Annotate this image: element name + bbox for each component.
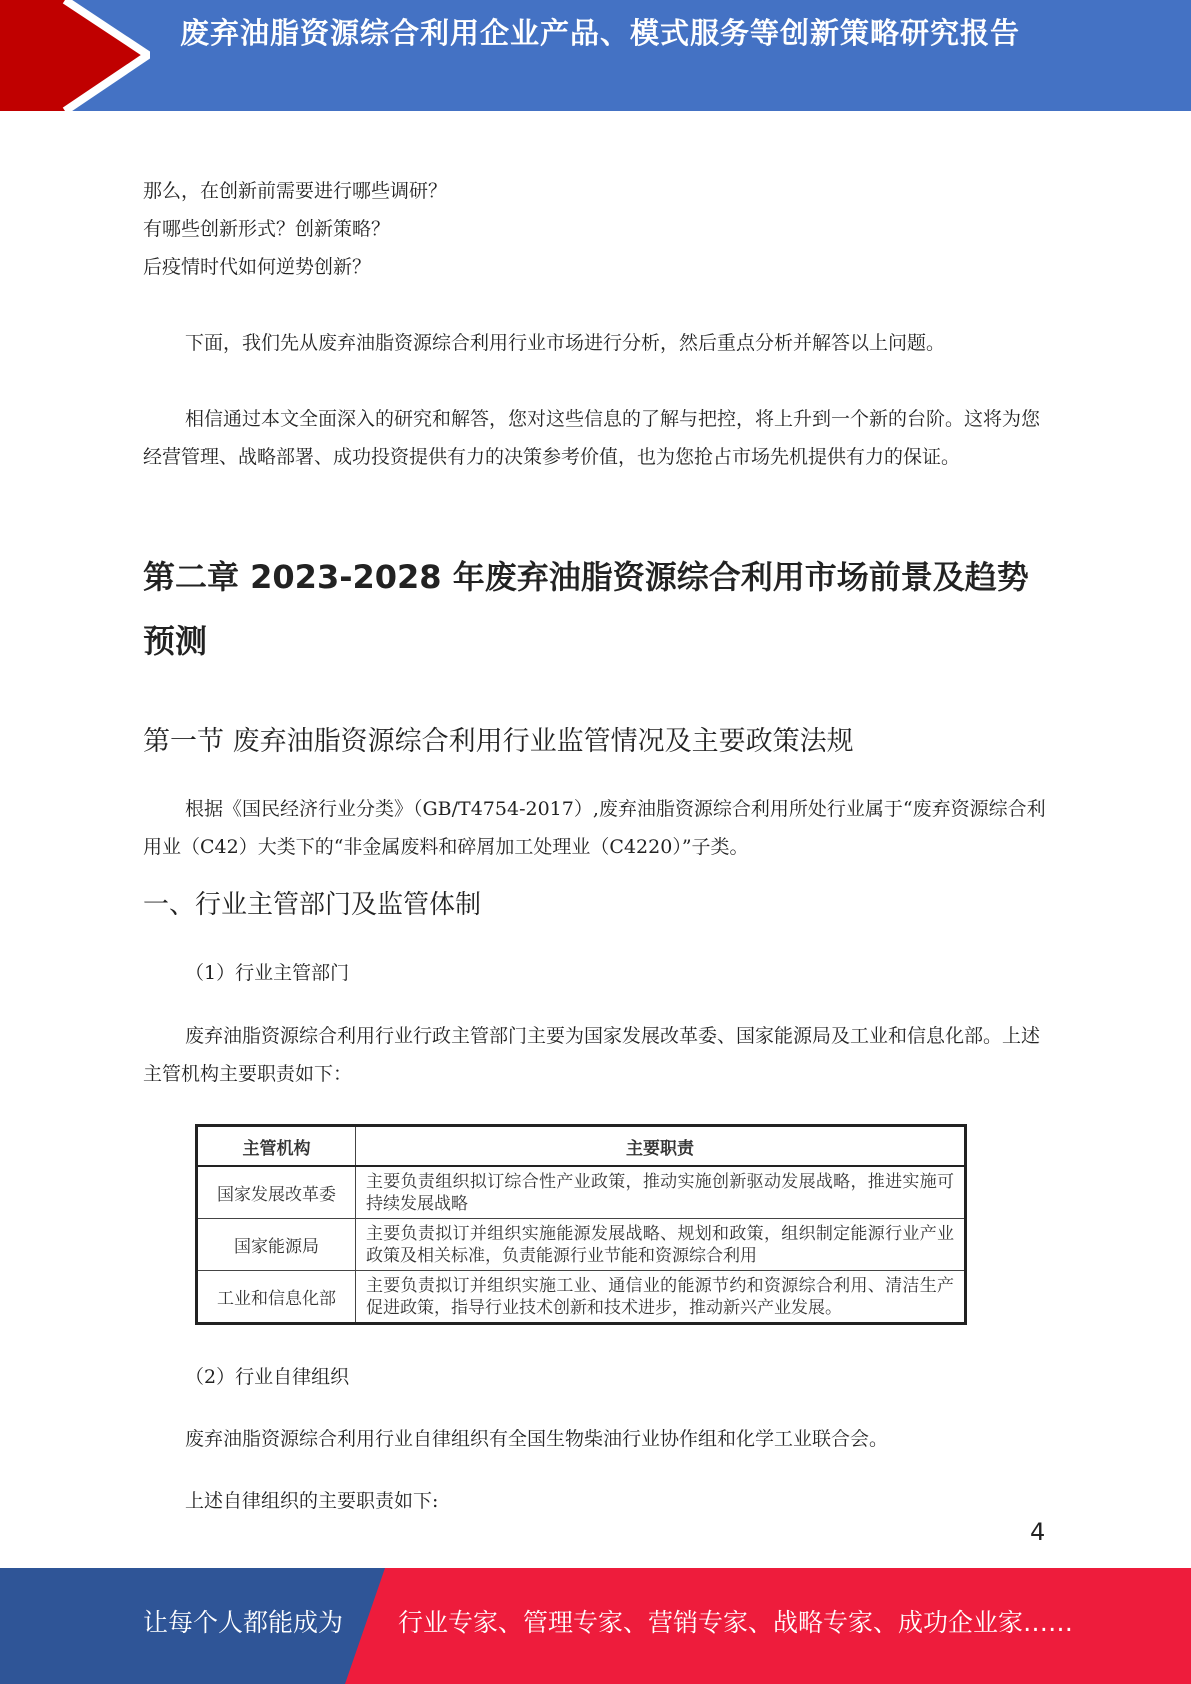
table-header-row: [197, 1126, 966, 1167]
table-cell-org: 工业和信息化部: [197, 1271, 356, 1324]
header-red-arrow-shape: [0, 0, 150, 111]
value-paragraph: 相信通过本文全面深入的研究和解答，您对这些信息的了解与把控，将上升到一个新的台阶。这将为您经营管理、战略部署、成功投资提供有力的决策参考价值，也为您抢占市场先机提供有力的保证。: [143, 408, 1041, 468]
subsection-heading: 一、行业主管部门及监管体制: [143, 890, 482, 920]
classification-paragraph: 根据《国民经济行业分类》（GB/T4754-2017）,废弃油脂资源综合利用所处行业属于“废弃资源综合利用业（C42）大类下的“非金属废料和碎屑加工处理业（C4220）”子类。: [143, 798, 1046, 858]
table-header-duty: 主要职责: [356, 1126, 966, 1167]
table-cell-org: 国家能源局: [197, 1219, 356, 1271]
table-cell-duty: 主要负责拟订并组织实施工业、通信业的能源节约和资源综合利用、清洁生产促进政策，指导行业技术创新和技术进步，推动新兴产业发展。: [356, 1271, 966, 1324]
intro-paragraph: 下面，我们先从废弃油脂资源综合利用行业市场进行分析，然后重点分析并解答以上问题。: [185, 332, 946, 354]
footer-banner: [0, 1568, 1191, 1684]
question-3: 后疫情时代如何逆势创新？: [143, 256, 372, 278]
table-header-org: 主管机构: [197, 1126, 356, 1167]
chapter-heading: 第二章 2023-2028 年废弃油脂资源综合利用市场前景及趋势预测: [143, 558, 1029, 660]
authorities-table: [195, 1124, 967, 1325]
header-banner: [0, 0, 1191, 111]
question-2: 有哪些创新形式？创新策略？: [143, 218, 391, 240]
item-2-label: （2）行业自律组织: [185, 1366, 350, 1388]
authorities-paragraph: 废弃油脂资源综合利用行业行政主管部门主要为国家发展改革委、国家能源局及工业和信息化部。上述主管机构主要职责如下：: [143, 1025, 1041, 1085]
table-row: [197, 1271, 966, 1324]
footer-slogan-left: 让每个人都能成为: [143, 1608, 344, 1637]
table-row: [197, 1166, 966, 1219]
item-1-label: （1）行业主管部门: [185, 962, 350, 984]
table-row: [197, 1219, 966, 1271]
self-duties-paragraph: 上述自律组织的主要职责如下:: [185, 1490, 439, 1512]
section-heading: 第一节 废弃油脂资源综合利用行业监管情况及主要政策法规: [143, 726, 854, 757]
table-cell-org: 国家发展改革委: [197, 1166, 356, 1219]
footer-slogan-right: 行业专家、管理专家、营销专家、战略专家、成功企业家……: [398, 1608, 1074, 1637]
question-1: 那么，在创新前需要进行哪些调研？: [143, 180, 448, 202]
page-number: 4: [1030, 1518, 1046, 1546]
self-org-paragraph: 废弃油脂资源综合利用行业自律组织有全国生物柴油行业协作组和化学工业联合会。: [185, 1428, 889, 1450]
table-cell-duty: 主要负责组织拟订综合性产业政策，推动实施创新驱动发展战略，推进实施可持续发展战略: [356, 1166, 966, 1219]
report-title: 废弃油脂资源综合利用企业产品、模式服务等创新策略研究报告: [179, 16, 1020, 50]
table-cell-duty: 主要负责拟订并组织实施能源发展战略、规划和政策，组织制定能源行业产业政策及相关标准，负责能源行业节能和资源综合利用: [356, 1219, 966, 1271]
